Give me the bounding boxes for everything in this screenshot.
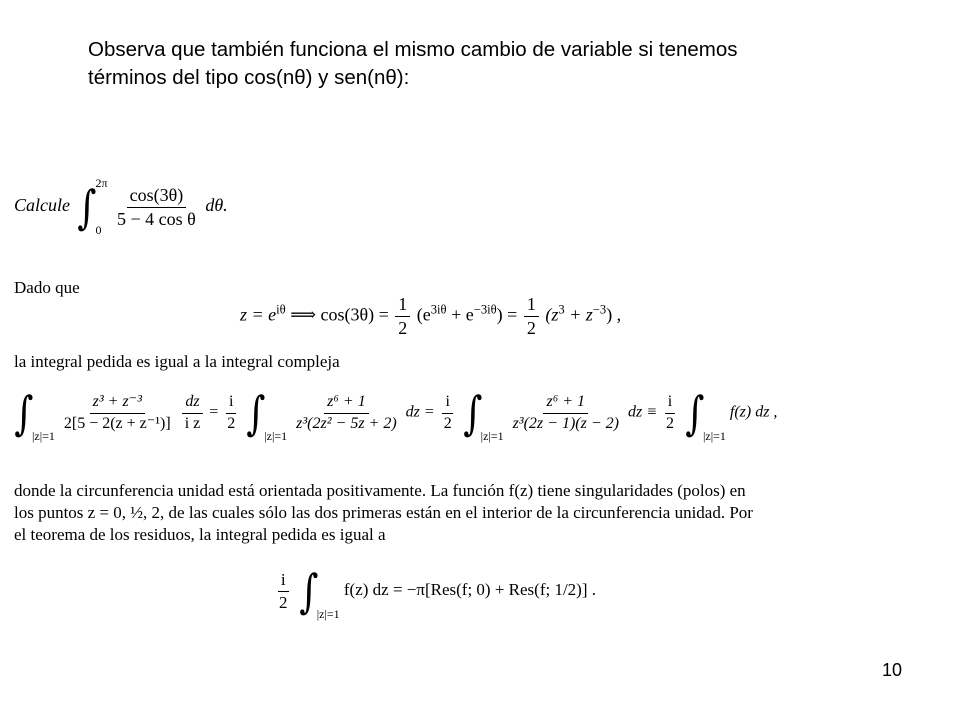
title-line-2: términos del tipo cos(nθ) y sen(nθ): (88, 66, 410, 89)
given-equation (240, 294, 621, 338)
expr1-exp2: −3iθ (473, 302, 497, 317)
integral-sign: ∫ (299, 564, 319, 618)
paragraph-line-2: los puntos z = 0, ½, 2, de las cuales sólo las dos primeras están en el interior de la circunferencia unidad. Por (14, 503, 753, 522)
implies-symbol: ⟹ (290, 304, 316, 325)
integral-intro: la integral pedida es igual a la integral compleja (14, 352, 340, 371)
given-label: Dado que (14, 278, 80, 297)
integral-sign: ∫ (76, 180, 97, 234)
problem-statement (14, 176, 228, 238)
integrand-fraction (114, 185, 199, 229)
half-i-1: $\frac{i}{2}$ (227, 393, 236, 432)
expr1-mid: + e (446, 304, 474, 325)
dz-equiv: dz ≡ (627, 403, 657, 421)
chain-frac-2: $\frac{dz}{\text{i z}}$ (182, 393, 204, 433)
half-fraction-2: $\frac{1}{2}$ (524, 294, 539, 338)
contour-sub: |z|=1 (31, 429, 55, 443)
chain-frac-3: $\frac{\text{z⁶ + 1}}{\text{z³(2z² − 5z + 2)}}$ (296, 393, 397, 432)
eq-left-exp: iθ (276, 302, 286, 317)
integrand-numerator: cos(3θ) (127, 185, 187, 208)
definite-integral (75, 176, 108, 238)
final-result: $\frac{i}{2}$ ∫ |z|=1 f(z) dz = −π[Res(f; 0) + Res(f; 1/2)] . (274, 568, 596, 614)
fz-dz: f(z) dz , (729, 403, 778, 421)
expr1-end: ) = (496, 304, 518, 325)
integral-sign: ∫ (685, 386, 705, 440)
page-number: 10 (882, 660, 903, 680)
chain-frac-4: $\frac{\text{z⁶ + 1}}{\text{z³(2z − 1)(z − 2)}}$ (512, 393, 619, 432)
half-i-2: $\frac{i}{2}$ (443, 393, 452, 432)
expr2-open: (z (545, 304, 559, 325)
lower-limit: 0 (95, 223, 102, 237)
half-i-3: $\frac{i}{2}$ (666, 393, 674, 432)
upper-limit: 2π (95, 176, 108, 190)
integral-sign: ∫ (14, 386, 34, 440)
cos-expr: cos(3θ) = (320, 304, 389, 325)
eq-left: z = e (240, 304, 277, 325)
expr2-exp2: −3 (592, 302, 607, 317)
equals-1: = (209, 403, 219, 421)
integral-sign: ∫ (463, 386, 483, 440)
slide-title (88, 36, 888, 92)
explanation-paragraph (14, 480, 944, 546)
dz-eq: dz = (405, 403, 435, 421)
expr2-mid: + z (564, 304, 593, 325)
chain-frac-1: $\frac{\text{z³ + z⁻³}}{\text{2[5 − 2(z + z⁻¹)]}}$ (63, 393, 171, 432)
half-i-final: $\frac{i}{2}$ (279, 569, 288, 612)
expr2-exp: 3 (558, 302, 565, 317)
problem-prefix: Calcule (14, 195, 70, 216)
integrand-denominator: 5 − 4 cos θ (117, 208, 196, 229)
paragraph-line-1: donde la circunferencia unidad está orientada positivamente. La función f(z) tiene singularidades (polos) en (14, 481, 746, 500)
complex-integral-chain: ∫ |z|=1 $\frac{\text{z³ + z⁻³}}{\text{2[5 − 2(z + z⁻¹)]}}$ $\frac{dz}{\text{i z}}$ = $\frac{i}{2}$ ∫ |z|=1 $\frac{\text{z⁶ + 1}}{\text{z³(2z² − 5z + 2)}}$ dz = $\frac{i}{2}$ ∫ |z|=1 $\frac{\text{z⁶ + 1}}{\text{z³(2z − 1)(z − 2)}}$ dz ≡ $\frac{i}{2}$ ∫ |z|=1 f(z) dz , (14, 386, 778, 443)
paragraph-line-3: el teorema de los residuos, la integral pedida es igual a (14, 525, 386, 544)
integral-sign: ∫ (246, 386, 266, 440)
expr1-exp: 3iθ (430, 302, 447, 317)
half-fraction-1: $\frac{1}{2}$ (395, 294, 410, 338)
differential: dθ. (205, 195, 228, 216)
expr2-end: ) , (606, 304, 622, 325)
final-expression: f(z) dz = −π[Res(f; 0) + Res(f; 1/2)] . (343, 579, 597, 599)
expr1-open: (e (416, 304, 431, 325)
title-line-1: Observa que también funciona el mismo cambio de variable si tenemos (88, 38, 738, 61)
